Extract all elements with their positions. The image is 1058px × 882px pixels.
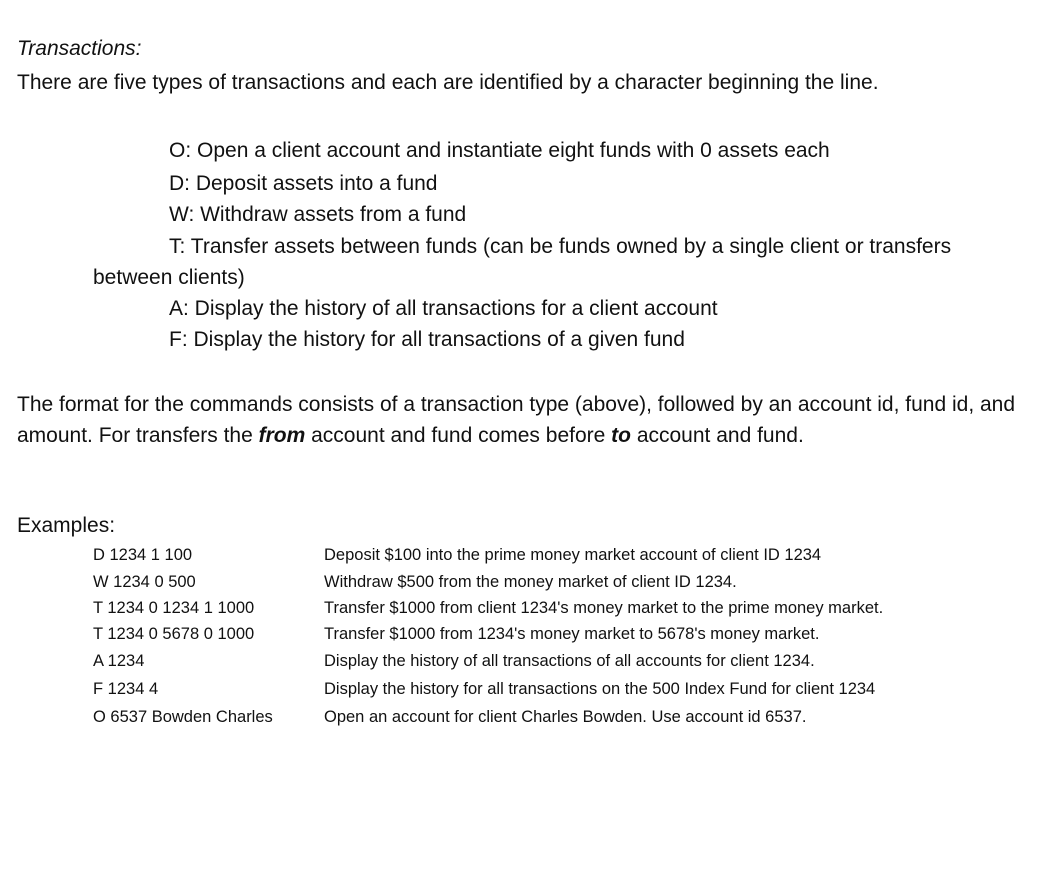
example-row bbox=[0, 625, 1058, 651]
example-command: T 1234 0 1234 1 1000 bbox=[93, 599, 255, 617]
format-paragraph bbox=[17, 390, 1027, 451]
example-row bbox=[0, 708, 1058, 734]
example-command: O 6537 Bowden Charles bbox=[93, 708, 273, 726]
type-transfer: T: Transfer assets between funds (can be funds owned by a single client or transfers between clients) bbox=[93, 235, 952, 289]
type-account-history: A: Display the history of all transactions for a client account bbox=[169, 297, 718, 320]
example-row bbox=[0, 546, 1058, 572]
example-description: Deposit $100 into the prime money market account of client ID 1234 bbox=[324, 546, 822, 564]
example-description: Transfer $1000 from client 1234's money market to the prime money market. bbox=[324, 599, 884, 617]
type-open: O: Open a client account and instantiate eight funds with 0 assets each bbox=[169, 139, 830, 162]
example-command: W 1234 0 500 bbox=[93, 573, 196, 591]
example-description: Display the history for all transactions on the 500 Index Fund for client 1234 bbox=[324, 680, 876, 698]
format-text-2: account and fund comes before bbox=[305, 423, 612, 447]
type-withdraw: W: Withdraw assets from a fund bbox=[169, 203, 467, 226]
example-description: Transfer $1000 from 1234's money market to 5678's money market. bbox=[324, 625, 820, 643]
format-text-1: The format for the commands consists of a transaction type (above), followed by an account id, fund id, and amount. For transfers the bbox=[17, 393, 1016, 447]
from-emphasis: from bbox=[258, 423, 306, 447]
example-command: A 1234 bbox=[93, 652, 145, 670]
example-command: F 1234 4 bbox=[93, 680, 159, 698]
example-description: Withdraw $500 from the money market of client ID 1234. bbox=[324, 573, 737, 591]
section-title: Transactions: bbox=[17, 37, 142, 60]
example-command: T 1234 0 5678 0 1000 bbox=[93, 625, 255, 643]
format-text-3: account and fund. bbox=[630, 423, 804, 447]
example-description: Open an account for client Charles Bowden. Use account id 6537. bbox=[324, 708, 807, 726]
to-emphasis: to bbox=[611, 423, 631, 447]
example-row bbox=[0, 652, 1058, 678]
type-deposit: D: Deposit assets into a fund bbox=[169, 172, 438, 195]
example-description: Display the history of all transactions of all accounts for client 1234. bbox=[324, 652, 815, 670]
example-row bbox=[0, 573, 1058, 599]
example-command: D 1234 1 100 bbox=[93, 546, 193, 564]
examples-heading: Examples: bbox=[17, 514, 116, 537]
example-row bbox=[0, 599, 1058, 625]
example-row bbox=[0, 680, 1058, 706]
intro-paragraph: There are five types of transactions and each are identified by a character beginning the line. bbox=[17, 71, 879, 94]
type-fund-history: F: Display the history for all transactions of a given fund bbox=[169, 328, 685, 351]
